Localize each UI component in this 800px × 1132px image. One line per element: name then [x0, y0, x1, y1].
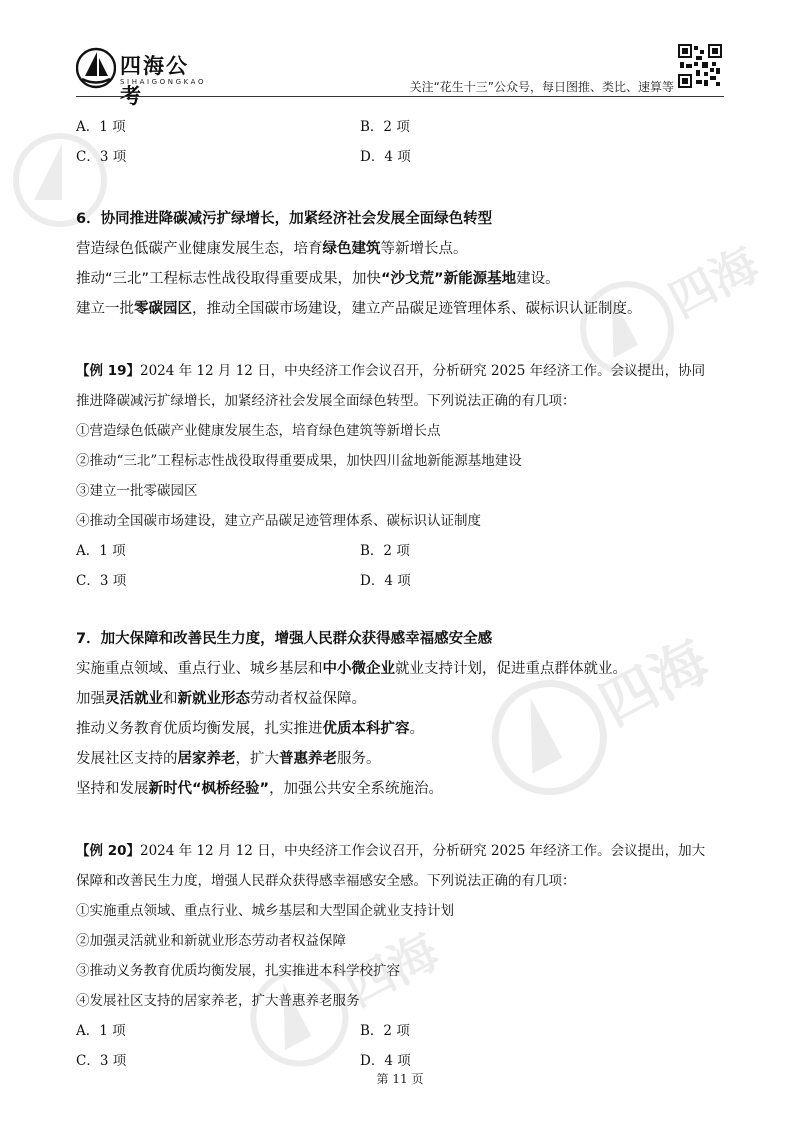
keyword: 零碳园区 — [134, 301, 192, 317]
statement-item: ③推动义务教育优质均衡发展，扎实推进本科学校扩容 — [76, 963, 400, 979]
question-stem: 【例 20】2024 年 12 月 12 日，中央经济工作会议召开，分析研究 2025 年经济工作。会议提出，加大 — [76, 843, 706, 859]
body-line: 推动义务教育优质均衡发展，扎实推进优质本科扩容。 — [76, 721, 424, 737]
sail-logo-icon — [76, 46, 116, 90]
keyword: “沙戈荒”新能源基地 — [381, 271, 517, 287]
question-stem: 推进降碳减污扩绿增长，加紧经济社会发展全面绿色转型。下列说法正确的有几项： — [76, 393, 576, 409]
svg-text:四海: 四海 — [336, 923, 448, 1018]
logo-subtext: SIHAIGONGKAO — [120, 78, 207, 86]
keyword: 居家养老 — [177, 751, 236, 767]
option-d: D．4 项 — [360, 1053, 411, 1069]
keyword: 新时代“枫桥经验” — [148, 781, 270, 797]
keyword: 普惠养老 — [279, 751, 337, 767]
brand-logo — [76, 46, 207, 108]
option-a: A．1 项 — [76, 119, 126, 135]
question-tag: 【例 19】 — [76, 363, 140, 379]
question-tag: 【例 20】 — [76, 843, 140, 859]
statement-item: ③建立一批零碳园区 — [76, 483, 198, 499]
option-a: A．1 项 — [76, 1023, 126, 1039]
option-b: B．2 项 — [360, 543, 410, 559]
keyword: 中小微企业 — [322, 661, 395, 677]
keyword: 优质本科扩容 — [322, 721, 410, 737]
option-b: B．2 项 — [360, 1023, 410, 1039]
option-d: D．4 项 — [360, 573, 411, 589]
options-row — [76, 536, 726, 566]
statement-item: ④发展社区支持的居家养老，扩大普惠养老服务 — [76, 993, 360, 1009]
statement-item: ①营造绿色低碳产业健康发展生态，培育绿色建筑等新增长点 — [76, 423, 441, 439]
logo-text: 四海公考 — [120, 54, 189, 108]
header-slogan: 关注“花生十三”公众号，每日图推、类比、速算等 — [409, 80, 674, 94]
statement-item: ②推动“三北”工程标志性战役取得重要成果，加快四川盆地新能源基地建设 — [76, 453, 522, 469]
body-line: 实施重点领域、重点行业、城乡基层和中小微企业就业支持计划，促进重点群体就业。 — [76, 661, 627, 677]
options-row — [76, 566, 726, 596]
keyword: 新就业形态 — [177, 691, 250, 707]
option-c: C．3 项 — [76, 573, 127, 589]
option-a: A．1 项 — [76, 543, 126, 559]
statement-item: ①实施重点领域、重点行业、城乡基层和大型国企就业支持计划 — [76, 903, 454, 919]
options-row — [76, 1016, 726, 1046]
option-c: C．3 项 — [76, 149, 127, 165]
body-line: 营造绿色低碳产业健康发展生态，培育绿色建筑等新增长点。 — [76, 241, 468, 257]
page-number: 第 11 页 — [376, 1072, 424, 1086]
question-stem: 【例 19】2024 年 12 月 12 日，中央经济工作会议召开，分析研究 2025 年经济工作。会议提出，协同 — [76, 363, 706, 379]
options-row — [76, 112, 726, 142]
header-divider — [76, 96, 724, 97]
body-line: 加强灵活就业和新就业形态劳动者权益保障。 — [76, 691, 366, 707]
options-row — [76, 142, 726, 172]
statement-item: ②加强灵活就业和新就业形态劳动者权益保障 — [76, 933, 346, 949]
page-content — [76, 112, 726, 1076]
keyword: 灵活就业 — [105, 691, 163, 707]
body-line: 坚持和发展新时代“枫桥经验”，加强公共安全系统施治。 — [76, 781, 444, 797]
option-d: D．4 项 — [360, 149, 411, 165]
statement-item: ④推动全国碳市场建设，建立产品碳足迹管理体系、碳标识认证制度 — [76, 513, 481, 529]
body-line: 发展社区支持的居家养老，扩大普惠养老服务。 — [76, 751, 381, 767]
section-heading: 6．协同推进降碳减污扩绿增长，加紧经济社会发展全面绿色转型 — [76, 211, 493, 227]
page-header — [0, 0, 800, 108]
qr-code-icon — [678, 44, 722, 88]
svg-text:四海: 四海 — [660, 236, 767, 328]
body-line: 推动“三北”工程标志性战役取得重要成果，加快“沙戈荒”新能源基地建设。 — [76, 271, 560, 287]
keyword: 绿色建筑 — [322, 241, 381, 257]
question-stem: 保障和改善民生力度，增强人民群众获得感幸福感安全感。下列说法正确的有几项： — [76, 873, 576, 889]
svg-text:四海: 四海 — [589, 628, 719, 739]
option-c: C．3 项 — [76, 1053, 127, 1069]
section-heading: 7．加大保障和改善民生力度，增强人民群众获得感幸福感安全感 — [76, 631, 493, 647]
body-line: 建立一批零碳园区，推动全国碳市场建设，建立产品碳足迹管理体系、碳标识认证制度。 — [76, 301, 642, 317]
option-b: B．2 项 — [360, 119, 410, 135]
